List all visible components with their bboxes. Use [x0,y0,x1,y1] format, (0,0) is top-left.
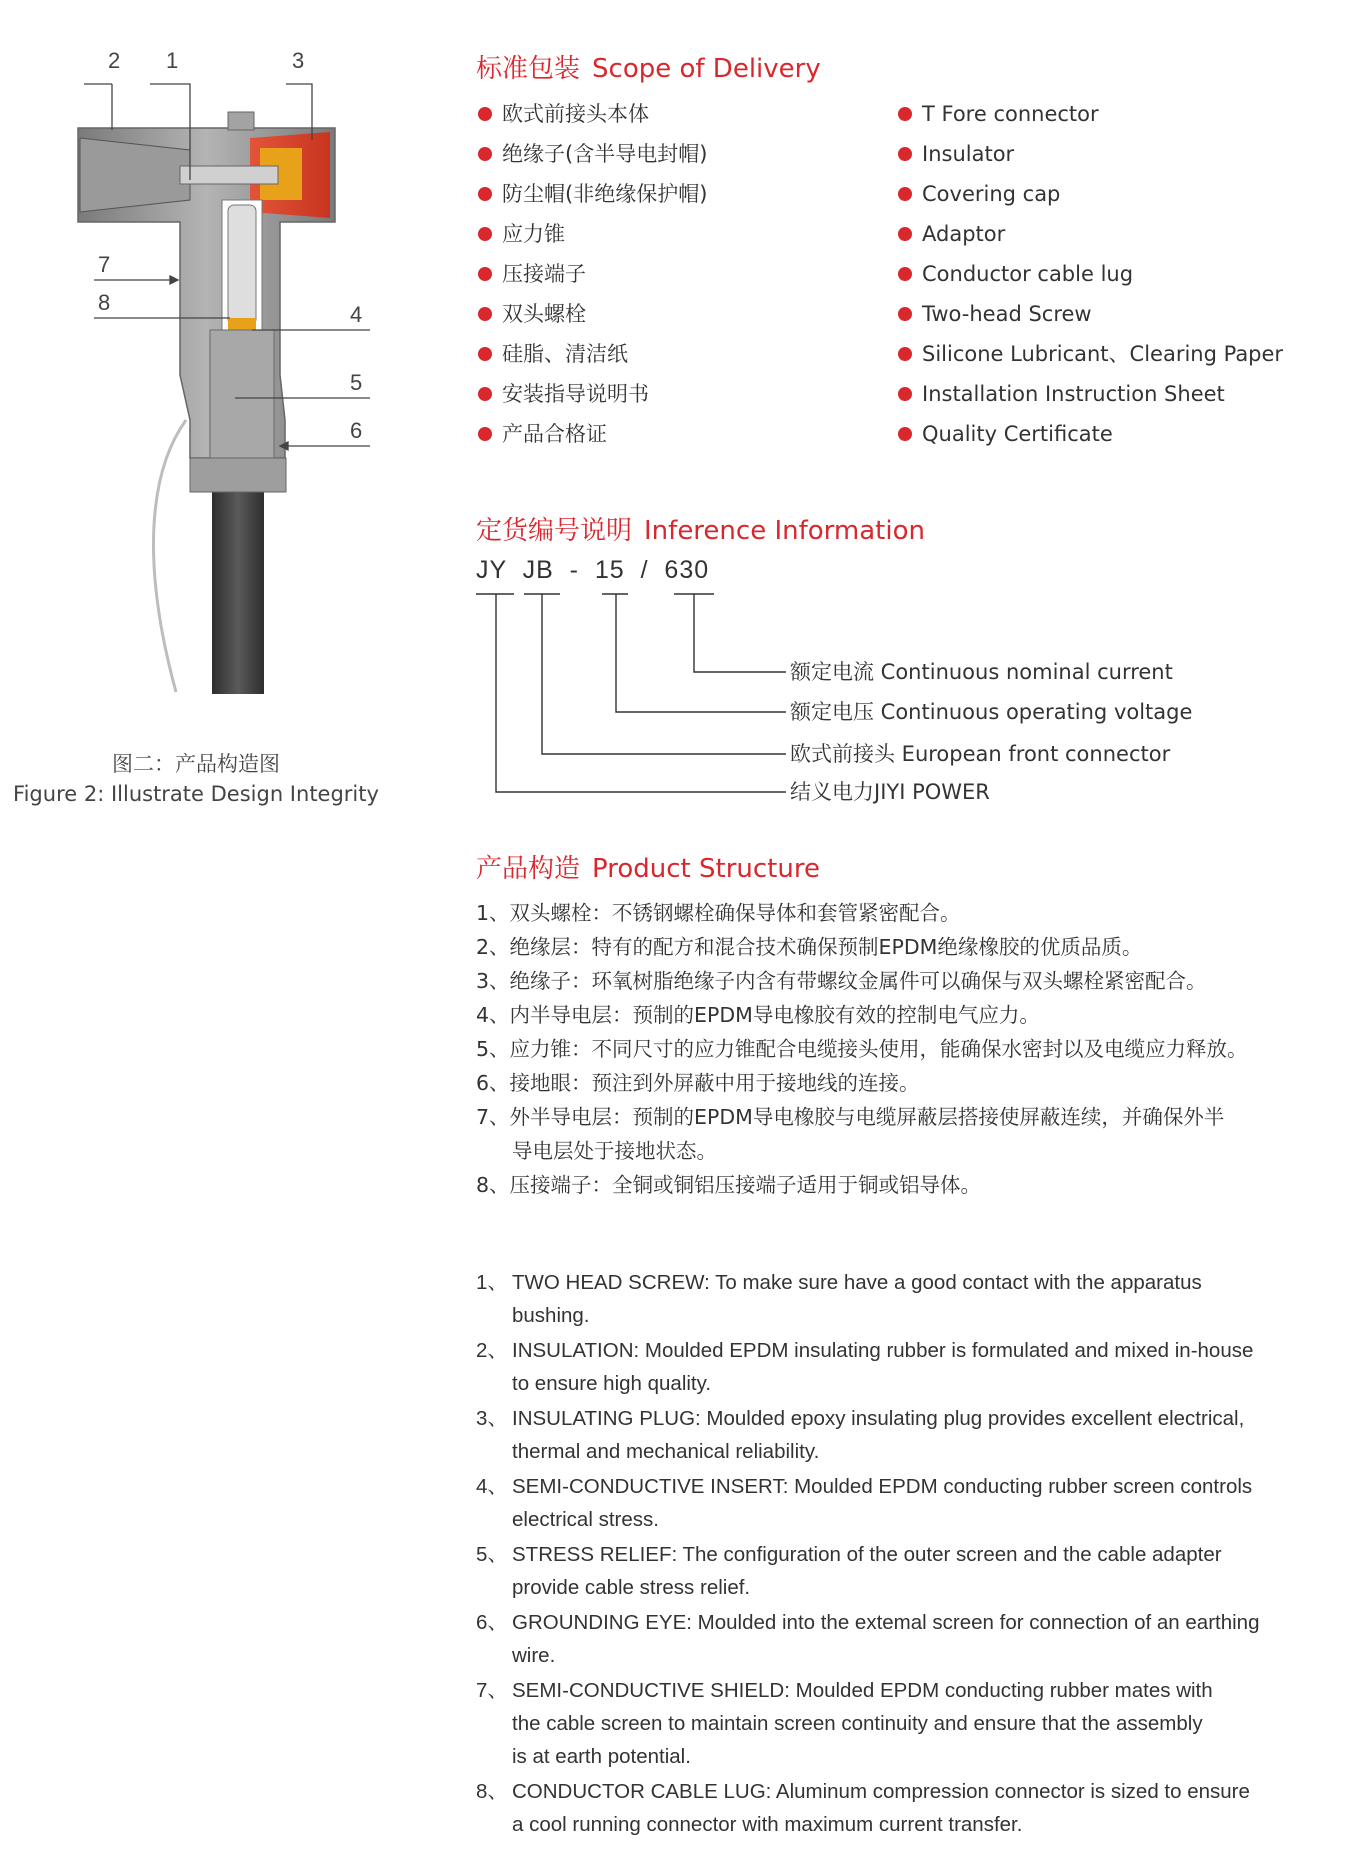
list-item: 8、压接端子：全铜或铜铝压接端子适用于铜或铝导体。 [476,1173,982,1197]
list-item: 安装指导说明书 [476,374,707,414]
item-number: 4、 [476,1475,508,1498]
list-item: Installation Instruction Sheet [896,374,1283,414]
list-item: 导电层处于接地状态。 [512,1139,717,1163]
callout-7: 7 [98,252,111,277]
item-number: 8、 [476,1780,508,1803]
list-item: Adaptor [896,214,1283,254]
callout-1: 1 [166,48,179,73]
item-text: to ensure high quality. [512,1372,712,1395]
list-item: 防尘帽(非绝缘保护帽) [476,174,707,214]
callout-3: 3 [292,48,305,73]
figure-caption-zh: 图二：产品构造图 [112,752,280,776]
list-item: 硅脂、清洁纸 [476,334,707,374]
item-number: 6、 [476,1611,508,1634]
item-text: CONDUCTOR CABLE LUG: Aluminum compression connector is sized to ensure [512,1780,1250,1803]
list-item [476,1266,1346,1332]
cable [212,492,264,694]
item-number: 1、 [476,1271,508,1294]
callout-6: 6 [350,418,363,443]
item-text: is at earth potential. [512,1745,691,1768]
list-item: 3、绝缘子：环氧树脂绝缘子内含有带螺纹金属件可以确保与双头螺栓紧密配合。 [476,969,1207,993]
item-text: INSULATION: Moulded EPDM insulating rubber is formulated and mixed in-house [512,1339,1254,1362]
callout-5: 5 [350,370,363,395]
item-text: thermal and mechanical reliability. [512,1440,820,1463]
item-text: GROUNDING EYE: Moulded into the extemal screen for connection of an earthing [512,1611,1260,1634]
list-item [476,1775,1346,1841]
scope-title-en: Scope of Delivery [592,54,821,84]
structure-title [476,848,820,885]
structure-list-en [476,1266,1346,1843]
inference-label-connector: 欧式前接头 European front connector [790,742,1171,766]
inference-label-current: 额定电流 Continuous nominal current [790,660,1173,684]
item-text: SEMI-CONDUCTIVE SHIELD: Moulded EPDM conducting rubber mates with [512,1679,1213,1702]
code-leader-lines [476,590,796,800]
list-item: 7、外半导电层：预制的EPDM导电橡胶与电缆屏蔽层搭接使屏蔽连续，并确保外半 [476,1105,1225,1129]
list-item: 6、接地眼：预注到外屏蔽中用于接地线的连接。 [476,1071,920,1095]
inference-title-zh: 定货编号说明 [476,516,633,546]
cable-collar [190,458,286,492]
two-head-screw [180,166,278,184]
inference-label-brand: 结义电力JIYI POWER [790,780,990,804]
inference-title-en: Inference Information [644,516,925,546]
scope-title-zh: 标准包装 [476,54,581,84]
list-item: 2、绝缘层：特有的配方和混合技术确保预制EPDM绝缘橡胶的优质品质。 [476,935,1143,959]
list-item: Two-head Screw [896,294,1283,334]
inference-title [476,510,925,547]
list-item: 5、应力锥：不同尺寸的应力锥配合电缆接头使用，能确保水密封以及电缆应力释放。 [476,1037,1248,1061]
list-item [476,1334,1346,1400]
list-item: 产品合格证 [476,414,707,454]
item-text: wire. [512,1644,556,1667]
list-item: Quality Certificate [896,414,1283,454]
structure-title-zh: 产品构造 [476,854,581,884]
scope-title [476,48,821,85]
item-text: SEMI-CONDUCTIVE INSERT: Moulded EPDM conducting rubber screen controls [512,1475,1253,1498]
list-item [476,1402,1346,1468]
list-item: Covering cap [896,174,1283,214]
list-item: Insulator [896,134,1283,174]
inference-label-voltage: 额定电压 Continuous operating voltage [790,700,1193,724]
item-text: bushing. [512,1304,590,1327]
list-item: 应力锥 [476,214,707,254]
structure-title-en: Product Structure [592,854,820,884]
list-item: 欧式前接头本体 [476,94,707,134]
connector-cutaway-figure [0,0,460,840]
item-number: 7、 [476,1679,508,1702]
item-text: TWO HEAD SCREW: To make sure have a good contact with the apparatus [512,1271,1202,1294]
callout-4: 4 [350,302,363,327]
list-item [476,1470,1346,1536]
list-item: 1、双头螺栓：不锈钢螺栓确保导体和套管紧密配合。 [476,901,961,925]
stress-cone [210,330,274,460]
item-text: a cool running connector with maximum current transfer. [512,1813,1023,1836]
list-item: 绝缘子(含半导电封帽) [476,134,707,174]
item-text: INSULATING PLUG: Moulded epoxy insulating plug provides excellent electrical, [512,1407,1245,1430]
list-item: T Fore connector [896,94,1283,134]
item-text: the cable screen to maintain screen continuity and ensure that the assembly [512,1712,1203,1735]
list-item: 压接端子 [476,254,707,294]
ground-wire [153,420,186,692]
item-number: 3、 [476,1407,508,1430]
item-text: provide cable stress relief. [512,1576,751,1599]
item-number: 2、 [476,1339,508,1362]
list-item [476,1606,1346,1672]
callout-8: 8 [98,290,111,315]
list-item: Silicone Lubricant、Clearing Paper [896,334,1283,374]
list-item: 4、内半导电层：预制的EPDM导电橡胶有效的控制电气应力。 [476,1003,1040,1027]
figure-caption-en: Figure 2: Illustrate Design Integrity [13,782,379,806]
item-number: 5、 [476,1543,508,1566]
list-item [476,1674,1346,1773]
scope-list-en [896,94,1283,454]
list-item [476,1538,1346,1604]
order-code: JY JB - 15 / 630 [476,556,710,584]
item-text: electrical stress. [512,1508,659,1531]
callout-2: 2 [108,48,121,73]
scope-list-zh [476,94,707,454]
list-item: 双头螺栓 [476,294,707,334]
structure-list-zh [476,896,1346,1202]
list-item: Conductor cable lug [896,254,1283,294]
item-text: STRESS RELIEF: The configuration of the outer screen and the cable adapter [512,1543,1222,1566]
cable-lug [228,205,256,325]
